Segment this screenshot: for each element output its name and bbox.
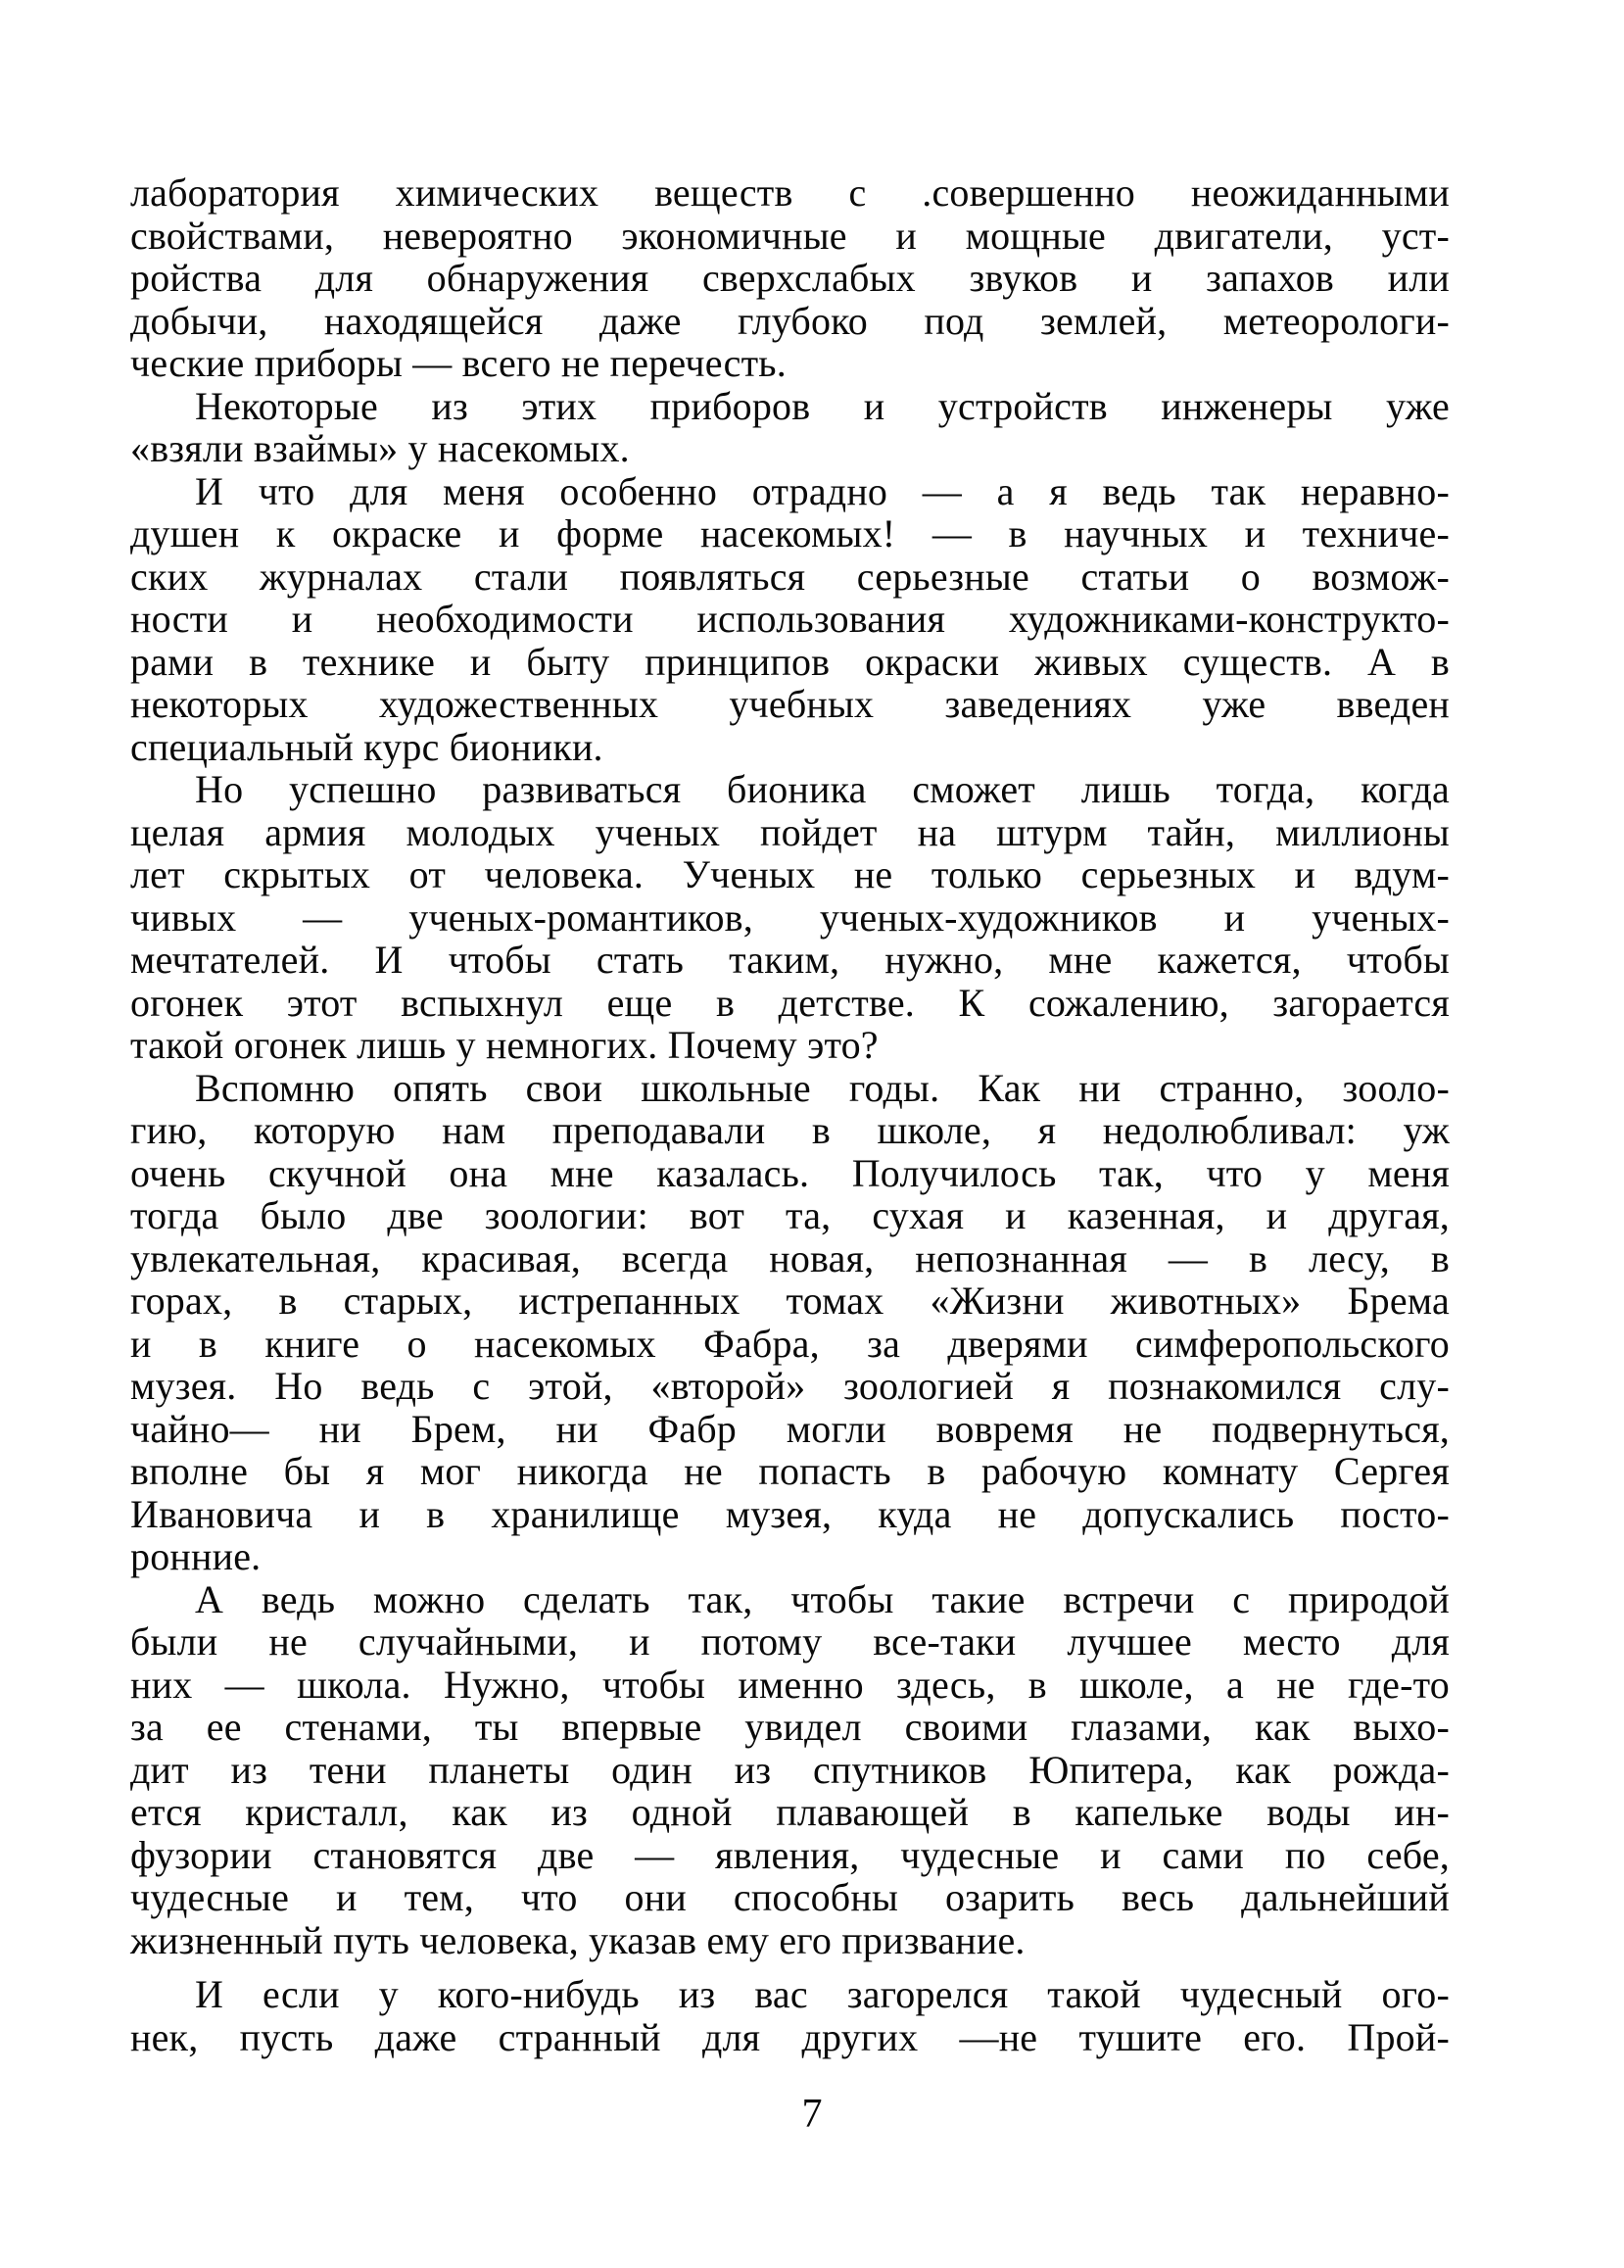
text-line: А ведь можно сделать так, чтобы такие встречи с природой xyxy=(195,1576,1450,1621)
paragraph xyxy=(130,1067,1450,1578)
text-line: И что для меня особенно отрадно — а я ведь так неравно- xyxy=(195,468,1450,513)
text-line: ских журналах стали появляться серьезные статьи о возмож- xyxy=(130,554,1450,599)
text-line: Вспомню опять свои школьные годы. Как ни странно, зооло- xyxy=(195,1065,1450,1110)
text-line: И если у кого-нибудь из вас загорелся такой чудесный ого- xyxy=(195,1972,1450,2016)
paragraph xyxy=(130,470,1450,769)
text-line: чайно— ни Брем, ни Фабр могли вовремя не подвернуться, xyxy=(130,1406,1450,1451)
text-line: жизненный путь человека, указав ему его призвание. xyxy=(130,1917,1026,1962)
text-line: некоторых художественных учебных заведениях уже введен xyxy=(130,682,1450,726)
text-line: увлекательная, красивая, всегда новая, непознанная — в лесу, в xyxy=(130,1235,1450,1280)
text-line: чудесные и тем, что они способны озарить весь дальнейший xyxy=(130,1875,1450,1919)
text-line: огонек этот вспыхнул еще в детстве. К сожалению, загорается xyxy=(130,980,1450,1025)
paragraph xyxy=(130,1973,1450,2058)
text-line: них — школа. Нужно, чтобы именно здесь, в школе, а не где-то xyxy=(130,1662,1450,1707)
text-line: душен к окраске и форме насекомых! — в научных и техниче- xyxy=(130,511,1450,555)
text-line: рами в технике и быту принципов окраски живых существ. А в xyxy=(130,639,1450,684)
text-line: лет скрытых от человека. Ученых не только серьезных и вдум- xyxy=(130,852,1450,896)
paragraph xyxy=(130,171,1450,385)
text-line: Но успешно развиваться бионика сможет лишь тогда, когда xyxy=(195,767,1450,811)
text-line: такой огонек лишь у немногих. Почему это? xyxy=(130,1023,879,1067)
text-line: нек, пусть даже странный для других —не тушите его. Прой- xyxy=(130,2014,1450,2059)
text-line: дит из тени планеты один из спутников Юпитера, как рожда- xyxy=(130,1747,1450,1792)
text-line: свойствами, невероятно экономичные и мощные двигатели, уст- xyxy=(130,213,1450,258)
text-line: «взяли взаймы» у насекомых. xyxy=(130,426,630,470)
text-line: ронние. xyxy=(130,1534,262,1578)
text-line: тогда было две зоологии: вот та, сухая и казенная, и другая, xyxy=(130,1193,1450,1237)
text-line: очень скучной она мне казалась. Получилось так, что у меня xyxy=(130,1150,1450,1195)
text-line: за ее стенами, ты впервые увидел своими глазами, как выхо- xyxy=(130,1705,1450,1749)
text-line: чивых — ученых-романтиков, ученых-художников и ученых- xyxy=(130,894,1450,940)
text-line: ройства для обнаружения сверхслабых звуков и запахов или xyxy=(130,256,1450,300)
paragraph xyxy=(130,1578,1450,1962)
text-line: ческие приборы — всего не перечесть. xyxy=(130,341,787,385)
text-line: Некоторые из этих приборов и устройств инженеры уже xyxy=(195,383,1450,428)
text-line: вполне бы я мог никогда не попасть в рабочую комнату Сергея xyxy=(130,1449,1450,1493)
text-line: Ивановича и в хранилище музея, куда не допускались посто- xyxy=(130,1491,1450,1536)
text-line: добычи, находящейся даже глубоко под землей, метеорологи- xyxy=(130,298,1450,343)
text-line: были не случайными, и потому все-таки лучшее место для xyxy=(130,1619,1450,1664)
text-line: горах, в старых, истрепанных томах «Жизни животных» Брема xyxy=(130,1279,1450,1323)
text-line: и в книге о насекомых Фабра, за дверями симферопольского xyxy=(130,1321,1450,1366)
page-number: 7 xyxy=(801,2092,823,2137)
text-line: фузории становятся две — явления, чудесные и сами по себе, xyxy=(130,1832,1450,1877)
text-line: мечтателей. И чтобы стать таким, нужно, мне кажется, чтобы xyxy=(130,938,1450,982)
text-line: ности и необходимости использования художниками-конструкто- xyxy=(130,597,1450,641)
text-line: гию, которую нам преподавали в школе, я недолюбливал: уж xyxy=(130,1108,1450,1152)
text-block xyxy=(130,171,1450,2058)
text-line: специальный курс бионики. xyxy=(130,724,603,769)
text-line: музея. Но ведь с этой, «второй» зоологией я познакомился слу- xyxy=(130,1364,1450,1408)
text-line: целая армия молодых ученых пойдет на штурм тайн, миллионы xyxy=(130,809,1450,854)
paragraph xyxy=(130,385,1450,470)
text-line: ется кристалл, как из одной плавающей в капельке воды ин- xyxy=(130,1790,1450,1834)
text-line: лаборатория химических веществ с .совершенно неожиданными xyxy=(130,170,1450,215)
paragraph xyxy=(130,768,1450,1067)
